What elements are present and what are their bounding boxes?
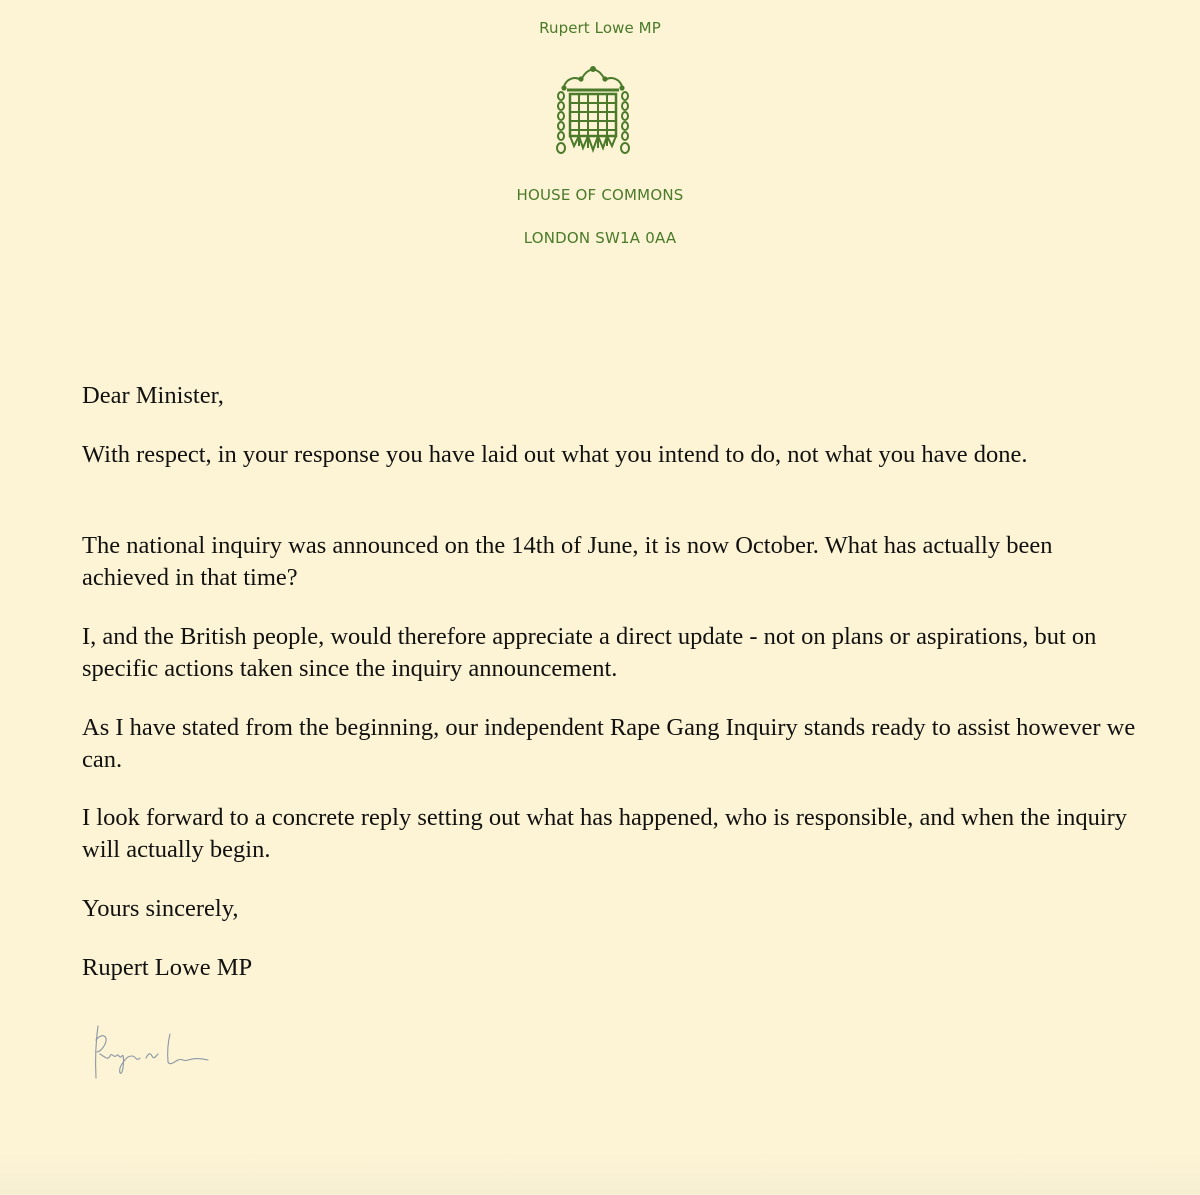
letter-paragraph-5: I look forward to a concrete reply setting out what has happened, who is responsible, and when the inquiry will actually begin. xyxy=(82,804,1128,863)
signatory-name: Rupert Lowe MP xyxy=(82,954,253,981)
letter-paragraph-1: With respect, in your response you have laid out what you intend to do, not what you have done. xyxy=(82,441,1028,468)
letterhead-name: Rupert Lowe MP xyxy=(539,19,661,37)
letterhead-address: LONDON SW1A 0AA xyxy=(523,229,677,247)
salutation: Dear Minister, xyxy=(82,382,224,409)
letter-paragraph-3: I, and the British people, would therefore appreciate a direct update - not on plans or aspirations, but on specific actions taken since the inquiry announcement. xyxy=(82,623,1097,682)
letter-paragraph-4: As I have stated from the beginning, our independent Rape Gang Inquiry stands ready to assist however we can. xyxy=(82,714,1136,773)
portcullis-icon xyxy=(555,66,631,156)
handwritten-signature xyxy=(86,1018,216,1088)
closing: Yours sincerely, xyxy=(82,895,239,922)
letterhead-house: HOUSE OF COMMONS xyxy=(516,186,684,204)
letter-paragraph-2: The national inquiry was announced on the 14th of June, it is now October. What has actually been achieved in that time? xyxy=(82,532,1053,591)
